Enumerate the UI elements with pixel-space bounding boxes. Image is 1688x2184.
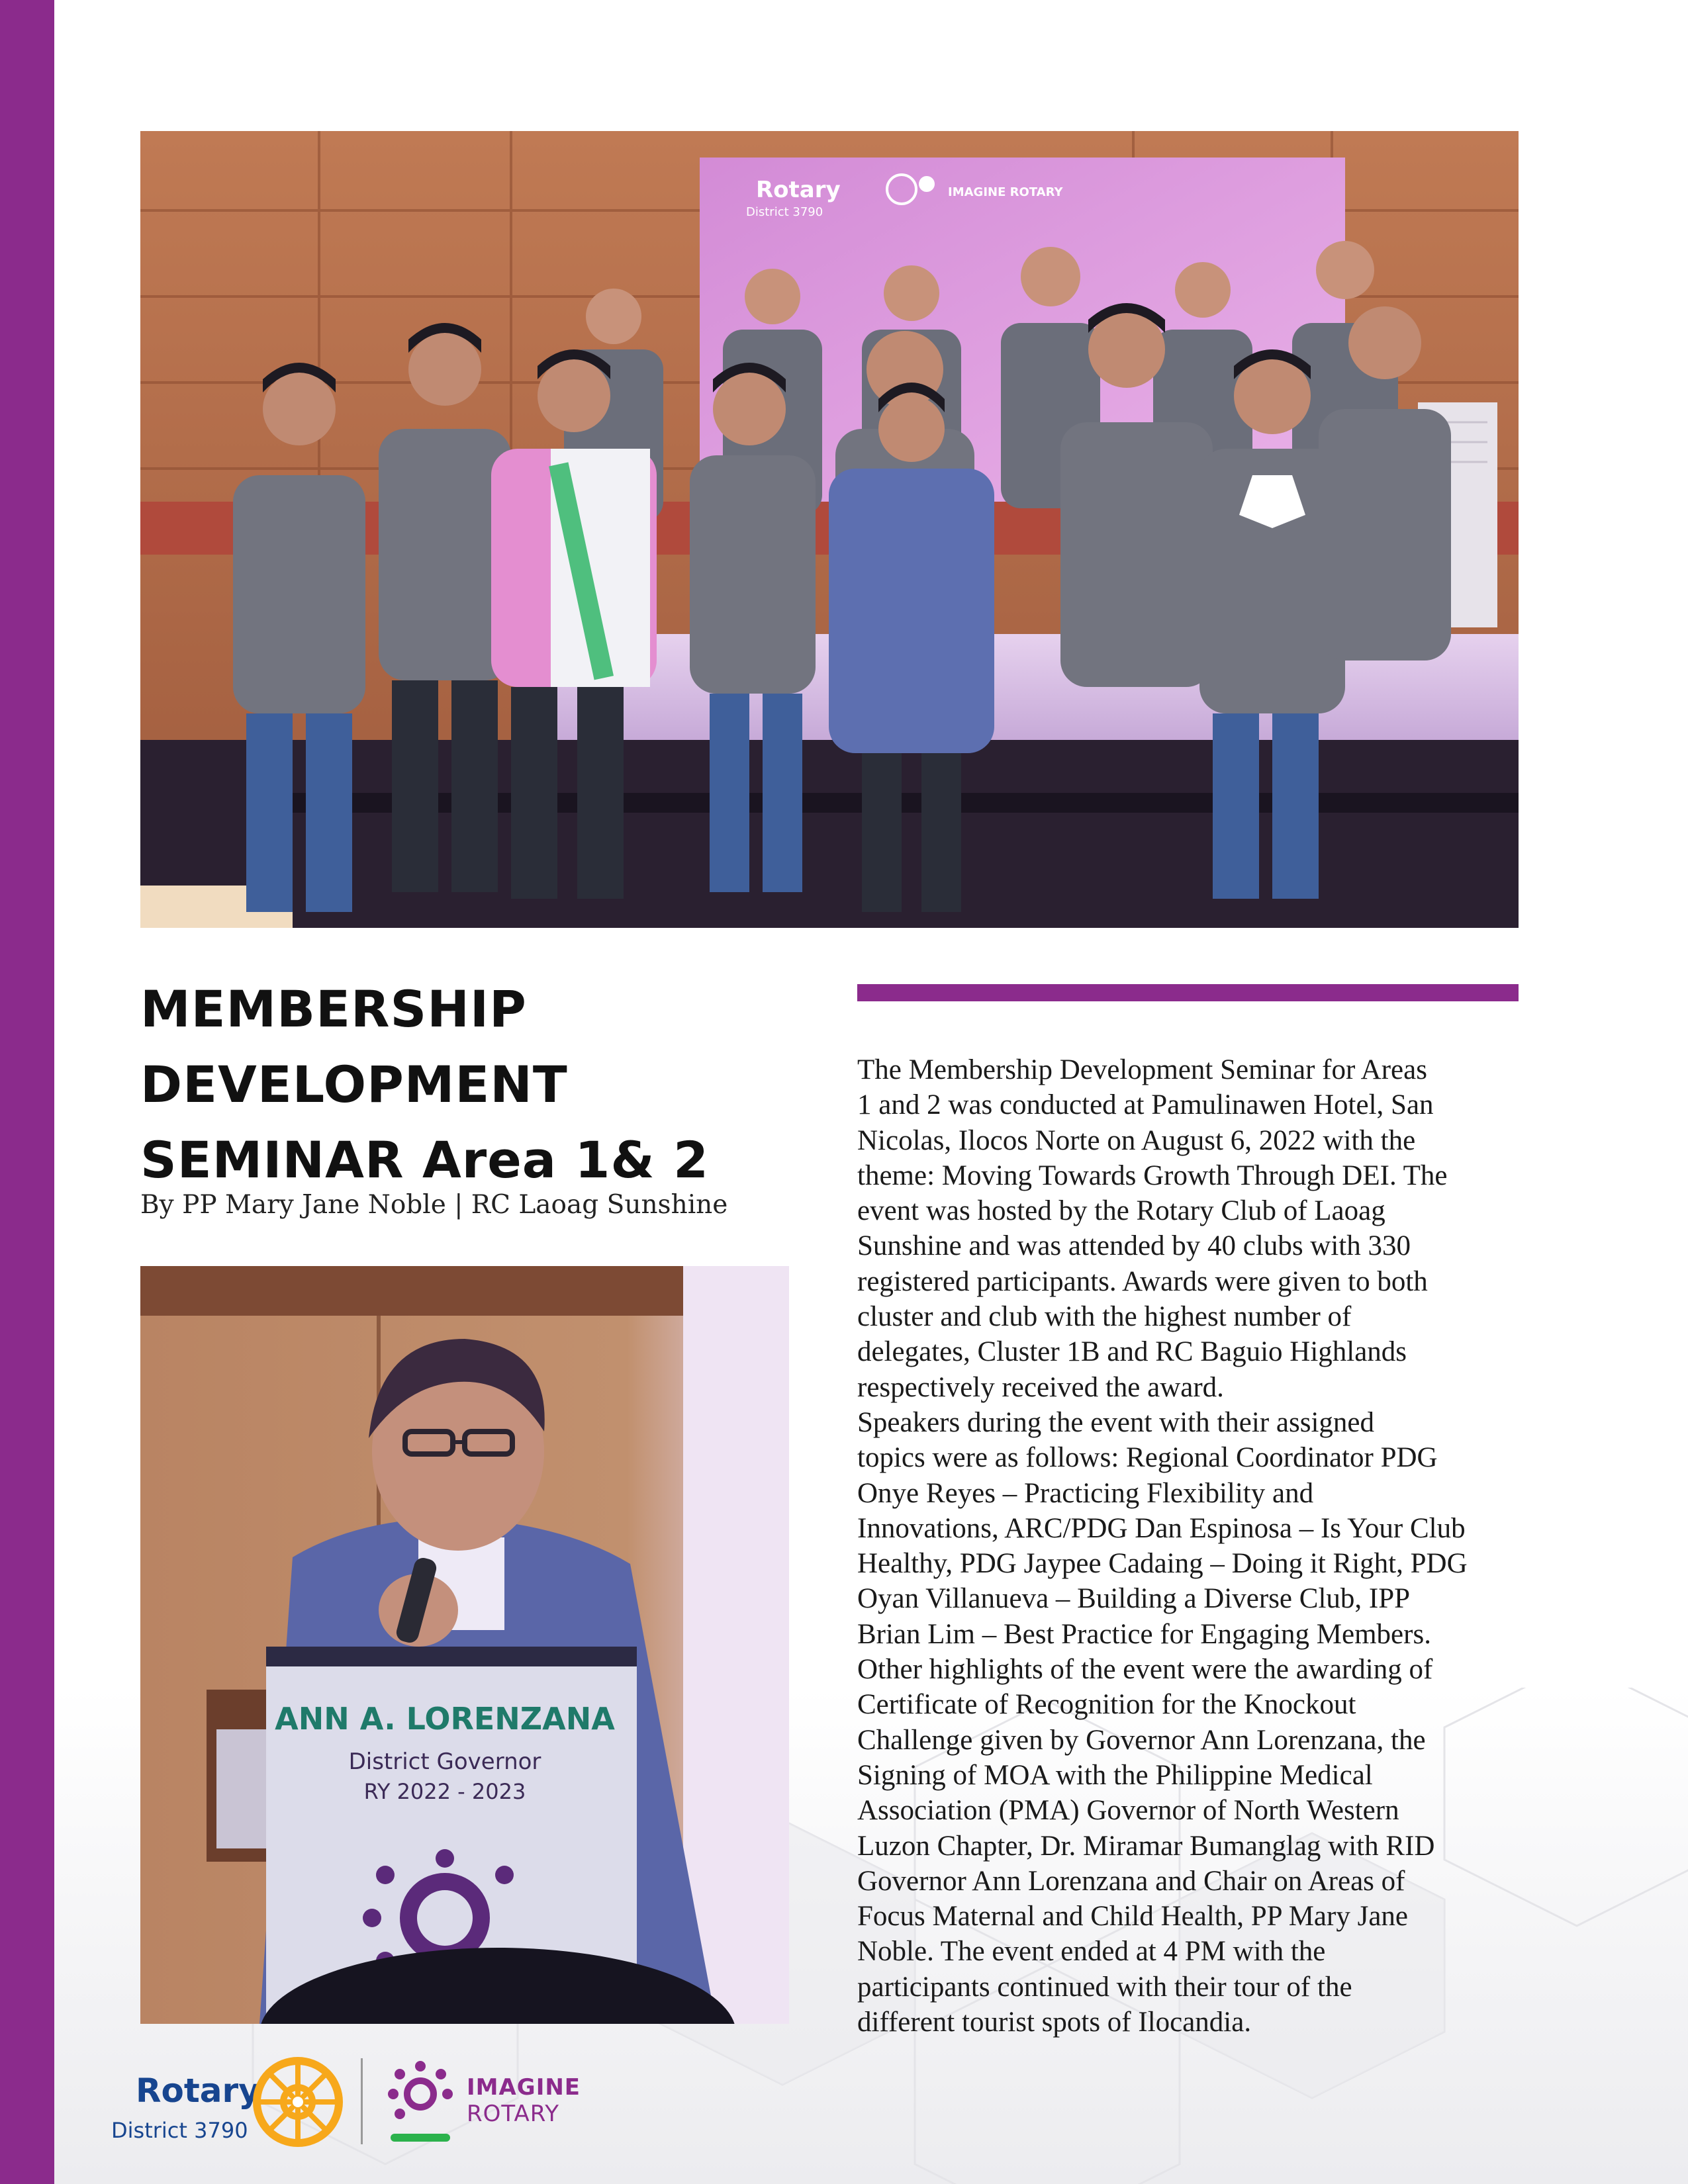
headline-line-2: DEVELOPMENT <box>140 1055 568 1114</box>
group-photo <box>140 131 1519 928</box>
article-line: Signing of MOA with the Philippine Medical <box>857 1759 1373 1791</box>
article-line: 1 and 2 was conducted at Pamulinawen Hotel, San <box>857 1089 1434 1121</box>
rotary-wheel-icon <box>252 2056 344 2148</box>
article-line: The Membership Development Seminar for Areas <box>857 1054 1427 1085</box>
left-accent-bar <box>0 0 54 2184</box>
article-line: different tourist spots of Ilocandia. <box>857 2007 1252 2038</box>
screen-brand: Rotary <box>756 177 841 203</box>
banner-title: District Governor <box>348 1749 541 1775</box>
article-line: Certificate of Recognition for the Knockout <box>857 1689 1356 1721</box>
article-line: Other highlights of the event were the awarding of <box>857 1654 1433 1686</box>
article-line: cluster and club with the highest number of <box>857 1301 1352 1333</box>
article-line: Oyan Villanueva – Building a Diverse Club, IPP <box>857 1583 1411 1615</box>
article-line: Luzon Chapter, Dr. Miramar Bumanglag with RID <box>857 1830 1435 1862</box>
article-line: Innovations, ARC/PDG Dan Espinosa – Is Your Club <box>857 1512 1466 1544</box>
article-line: Association (PMA) Governor of North Western <box>857 1795 1399 1827</box>
article-line: Focus Maternal and Child Health, PP Mary Jane <box>857 1901 1408 1933</box>
article-line: Noble. The event ended at 4 PM with the <box>857 1936 1326 1968</box>
byline: By PP Mary Jane Noble | RC Laoag Sunshine <box>140 1190 728 1220</box>
article-line: participants continued with their tour of the <box>857 1971 1352 2003</box>
screen-theme: IMAGINE ROTARY <box>948 185 1063 199</box>
article-line: Nicolas, Ilocos Norte on August 6, 2022 with the <box>857 1124 1416 1156</box>
district-label: District 3790 <box>111 2118 248 2143</box>
article-line: respectively received the award. <box>857 1371 1224 1403</box>
accent-rule <box>857 984 1519 1001</box>
footer-logos <box>106 2052 635 2151</box>
screen-district: District 3790 <box>746 205 823 219</box>
article-line: event was hosted by the Rotary Club of Laoag <box>857 1195 1385 1227</box>
article-line: Onye Reyes – Practicing Flexibility and <box>857 1477 1314 1509</box>
article-line: Speakers during the event with their assigned <box>857 1406 1374 1438</box>
speaker-photo <box>140 1266 789 2024</box>
headline-line-3: SEMINAR Area 1& 2 <box>140 1130 710 1189</box>
article-line: delegates, Cluster 1B and RC Baguio Highlands <box>857 1336 1407 1368</box>
article-line: registered participants. Awards were given to both <box>857 1265 1428 1297</box>
article-line: Brian Lim – Best Practice for Engaging Members. <box>857 1618 1431 1650</box>
imagine-wordmark: IMAGINE <box>467 2074 581 2101</box>
banner-name: ANN A. LORENZANA <box>275 1701 615 1737</box>
rotary-wordmark: Rotary <box>136 2071 260 2110</box>
article-line: theme: Moving Towards Growth Through DEI. The <box>857 1160 1448 1191</box>
article-line: Challenge given by Governor Ann Lorenzana, the <box>857 1724 1426 1756</box>
article-line: Sunshine and was attended by 40 clubs with 330 <box>857 1230 1411 1262</box>
article-line: topics were as follows: Regional Coordinator PDG <box>857 1442 1438 1474</box>
article-line: Healthy, PDG Jaypee Cadaing – Doing it Right, PDG <box>857 1548 1468 1580</box>
article-line: Governor Ann Lorenzana and Chair on Areas of <box>857 1865 1405 1897</box>
imagine-rotary-wordmark: ROTARY <box>467 2101 559 2127</box>
logo-divider <box>361 2058 363 2144</box>
headline-line-1: MEMBERSHIP <box>140 979 527 1038</box>
article-body <box>857 1052 1526 2040</box>
imagine-rotary-icon <box>384 2060 457 2146</box>
article-headline <box>140 972 802 1198</box>
banner-year: RY 2022 - 2023 <box>363 1779 526 1804</box>
